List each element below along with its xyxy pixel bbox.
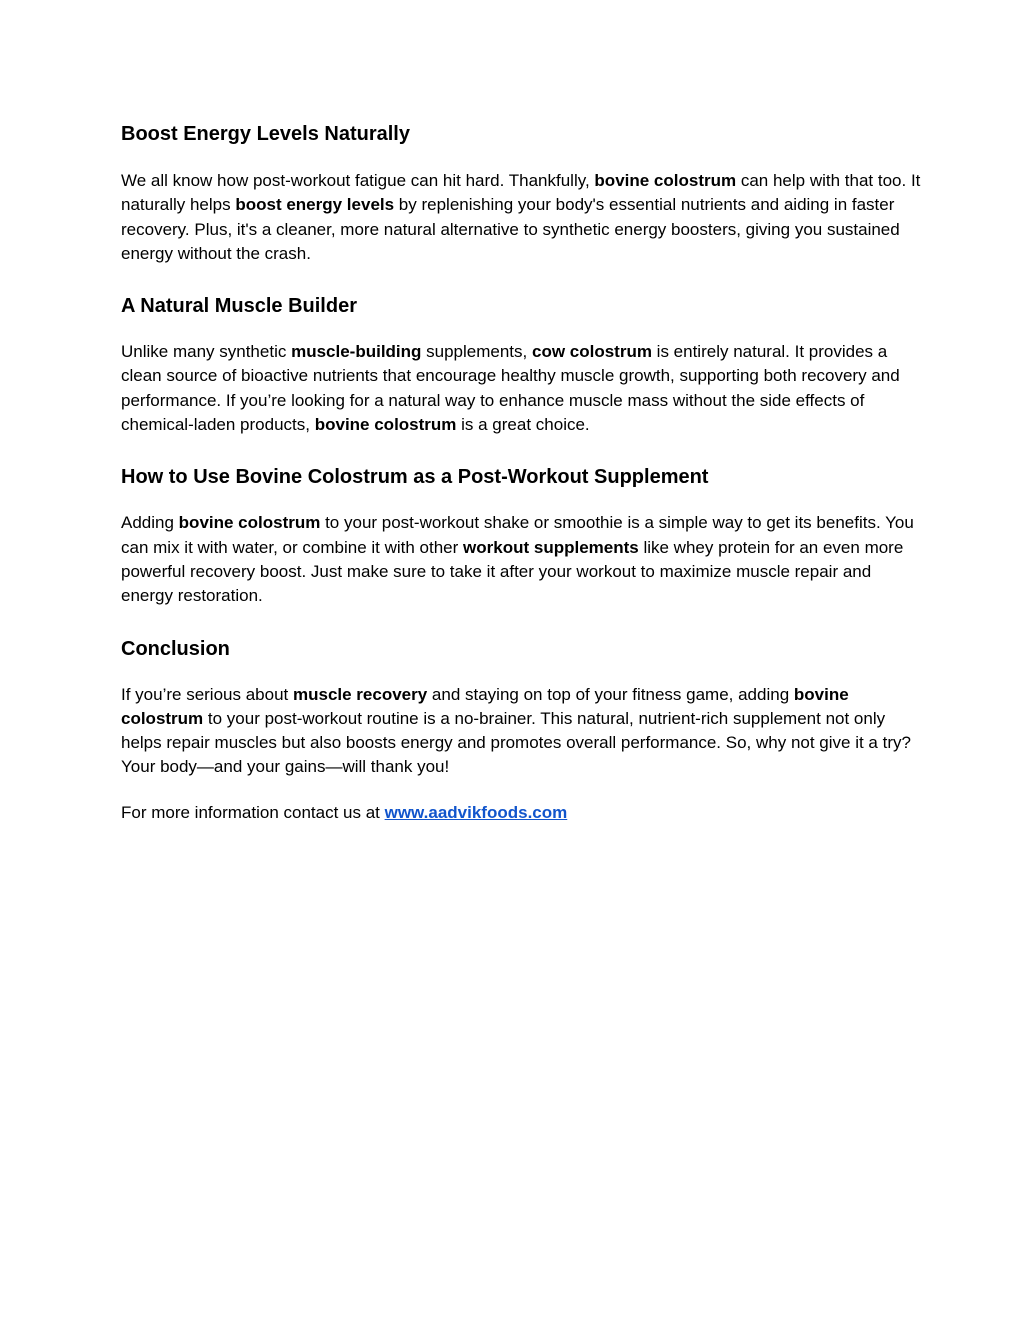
text-run: supplements, bbox=[421, 342, 532, 362]
text-run: and staying on top of your fitness game, adding bbox=[427, 684, 794, 704]
section-paragraph-how-to-use bbox=[121, 511, 921, 608]
text-run: We all know how post-workout fatigue can hit hard. Thankfully, bbox=[121, 171, 595, 190]
keyword-muscle-building: muscle-building bbox=[291, 342, 422, 362]
text-run: by replenishing your body's essential nutrients and aiding in faster recovery. Plus, it's a cleaner, more natural alternative to synthetic energy boosters, giving you sustained energy without the crash. bbox=[121, 195, 900, 263]
text-run: can help with that too. It naturally helps bbox=[121, 171, 921, 215]
keyword-bovine-colostrum: bovine colostrum bbox=[314, 415, 457, 435]
text-run: to your post-workout shake or smoothie is a simple way to get its benefits. You can mix it with water, or combine it with other bbox=[121, 513, 914, 557]
text-run: is a great choice. bbox=[456, 415, 590, 435]
text-run: Unlike many synthetic bbox=[121, 342, 292, 362]
section-title-energy: Boost Energy Levels Naturally bbox=[121, 123, 410, 145]
section-title-how-to-use: How to Use Bovine Colostrum as a Post-Workout Supplement bbox=[121, 466, 709, 489]
keyword-bovine-colostrum: bovine colostrum bbox=[178, 513, 321, 533]
keyword-bovine-colostrum: bovine colostrum bbox=[121, 684, 849, 728]
document-page bbox=[121, 120, 921, 825]
text-run: If you’re serious about bbox=[121, 684, 293, 704]
keyword-cow-colostrum: cow colostrum bbox=[531, 342, 652, 362]
keyword-bovine-colostrum: bovine colostrum bbox=[594, 171, 737, 190]
text-run: Adding bbox=[121, 513, 179, 533]
section-title-muscle-builder: A Natural Muscle Builder bbox=[121, 295, 357, 318]
contact-text: For more information contact us at bbox=[121, 802, 385, 822]
text-run: to your post-workout routine is a no-brainer. This natural, nutrient-rich supplement not only helps repair muscles but also boosts energy and promotes overall performance. So, why not give it a try? Your body—and your gains—will thank you! bbox=[121, 708, 911, 777]
keyword-muscle-recovery: muscle recovery bbox=[292, 684, 428, 704]
keyword-workout-supplements: workout supplements bbox=[463, 537, 639, 557]
section-paragraph-energy bbox=[121, 169, 921, 266]
text-run: is entirely natural. It provides a clean source of bioactive nutrients that encourage healthy muscle growth, supporting both recovery and performance. If you’re looking for a natural way to enhance muscle mass without the side effects of chemical-laden products, bbox=[121, 342, 900, 435]
section-paragraph-conclusion bbox=[121, 683, 921, 780]
keyword-boost-energy-levels: boost energy levels bbox=[235, 195, 395, 215]
website-link[interactable]: www.aadvikfoods.com bbox=[384, 802, 568, 822]
section-paragraph-muscle-builder bbox=[121, 340, 921, 437]
section-title-conclusion: Conclusion bbox=[121, 637, 230, 660]
text-run: like whey protein for an even more powerful recovery boost. Just make sure to take it after your workout to maximize muscle repair and energy restoration. bbox=[121, 537, 904, 606]
contact-line bbox=[121, 801, 921, 825]
